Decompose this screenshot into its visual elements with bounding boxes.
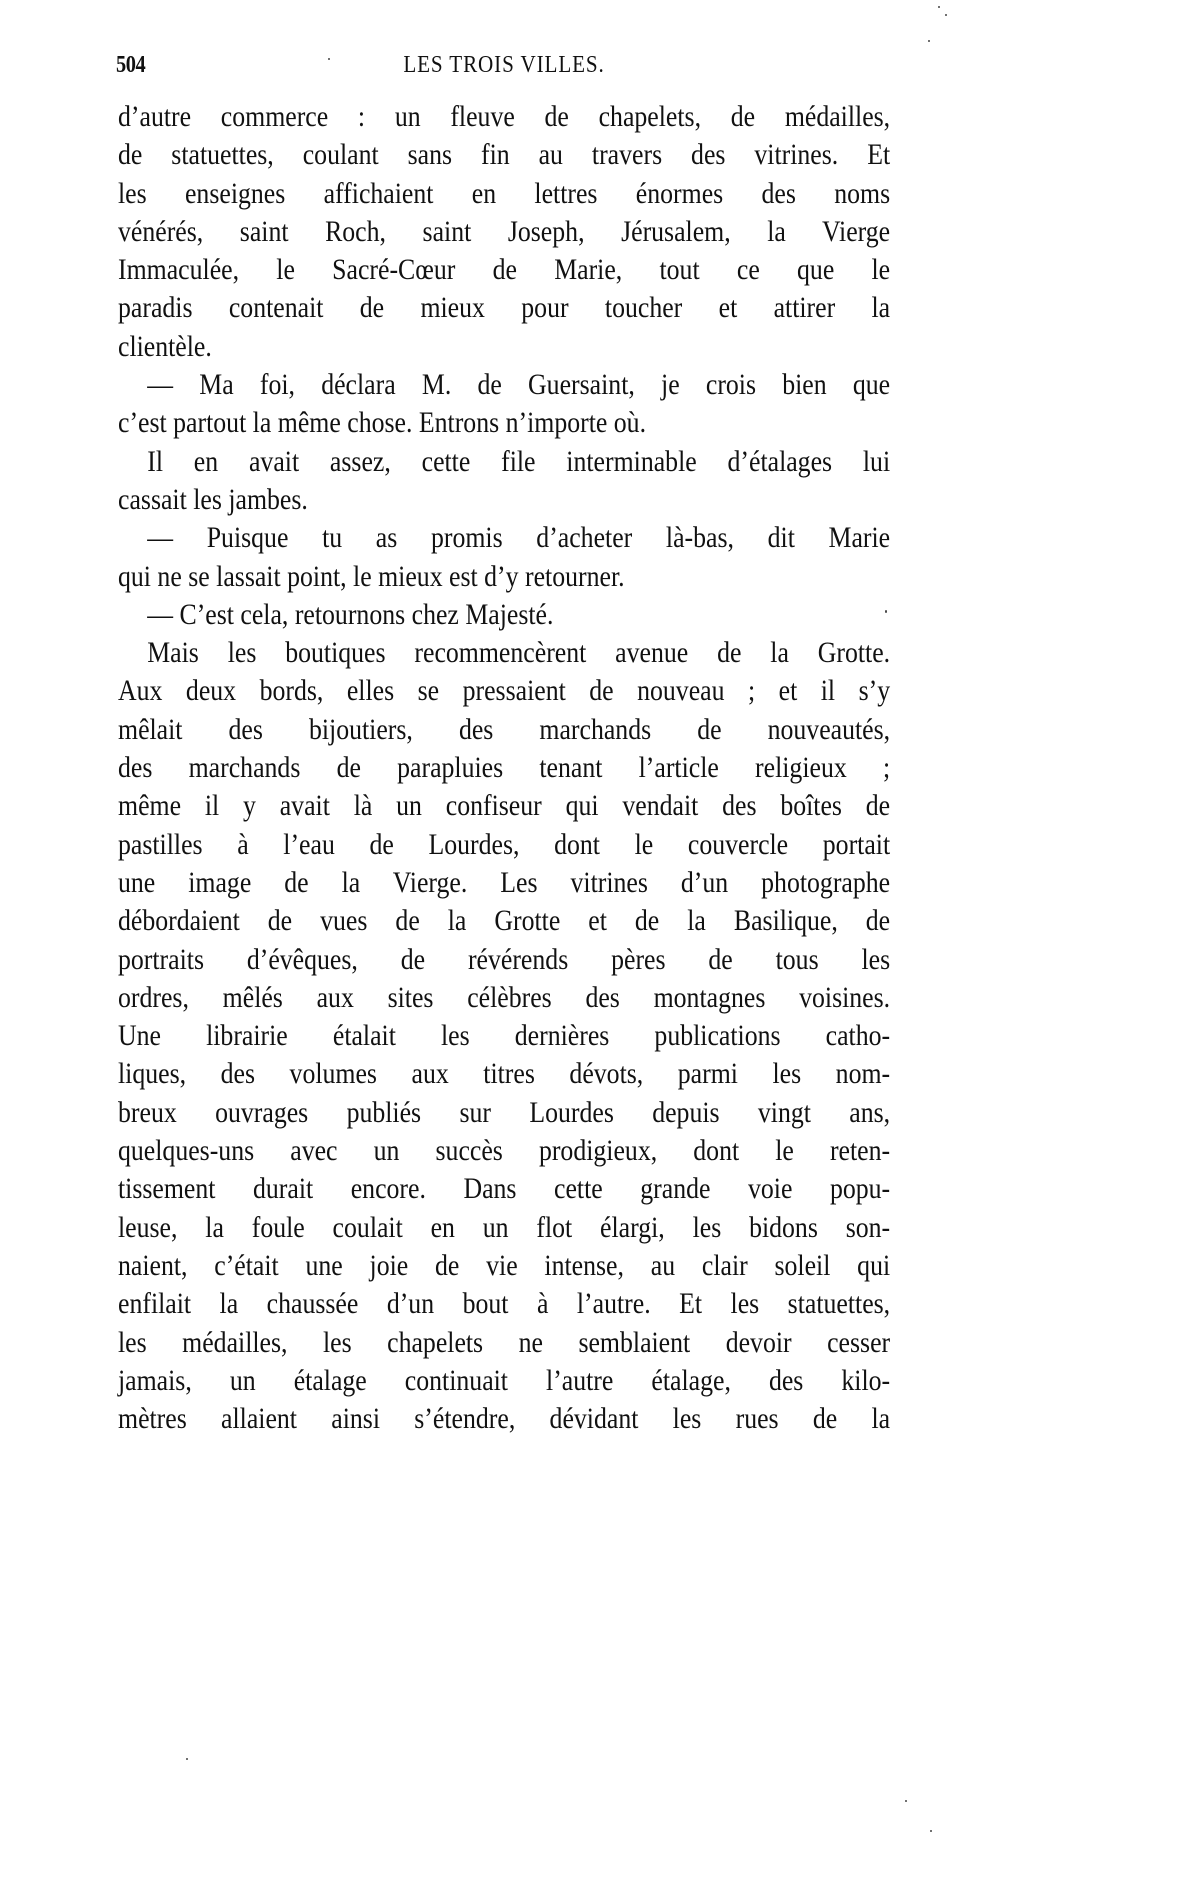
text-line: les enseignes affichaient en lettres énormes des noms [118, 176, 891, 210]
text-line: naient, c’était une joie de vie intense, au clair soleil qui [118, 1248, 891, 1282]
text-line: les médailles, les chapelets ne semblaient devoir cesser [118, 1325, 891, 1359]
text-line: portraits d’évêques, de révérends pères de tous les [118, 942, 891, 976]
page-number: 504 [116, 52, 146, 78]
text-line: qui ne se lassait point, le mieux est d’y retourner. [118, 559, 625, 593]
text-line: Une librairie étalait les dernières publications catho- [118, 1019, 891, 1053]
text-line: c’est partout la même chose. Entrons n’importe où. [118, 406, 647, 440]
scan-speck [328, 58, 330, 60]
text-line: des marchands de parapluies tenant l’article religieux ; [118, 751, 891, 785]
text-line: vénérés, saint Roch, saint Joseph, Jérusalem, la Vierge [118, 214, 891, 248]
text-line: Aux deux bords, elles se pressaient de nouveau ; et il s’y [118, 674, 891, 708]
body-text [118, 98, 890, 1438]
text-line: Il en avait assez, cette file interminable d’étalages lui [147, 444, 891, 478]
running-head [116, 52, 892, 88]
text-line: quelques-uns avec un succès prodigieux, dont le reten- [118, 1134, 891, 1168]
scan-speck [928, 40, 930, 42]
text-line: — C’est cela, retournons chez Majesté. [147, 597, 554, 631]
scan-speck [885, 610, 887, 613]
text-line: breux ouvrages publiés sur Lourdes depuis vingt ans, [118, 1095, 891, 1129]
text-line: Mais les boutiques recommencèrent avenue de la Grotte. [147, 636, 891, 670]
scan-speck [930, 1830, 932, 1832]
text-line: jamais, un étalage continuait l’autre étalage, des kilo- [118, 1363, 891, 1397]
text-line: clientèle. [118, 329, 212, 363]
text-line: enfilait la chaussée d’un bout à l’autre. Et les statuettes, [118, 1287, 891, 1321]
scan-speck [945, 14, 947, 16]
text-line: leuse, la foule coulait en un flot élargi, les bidons son- [118, 1210, 891, 1244]
text-line: tissement durait encore. Dans cette grande voie popu- [118, 1172, 891, 1206]
scan-speck [938, 6, 940, 8]
text-line: une image de la Vierge. Les vitrines d’un photographe [118, 865, 891, 899]
text-line: — Ma foi, déclara M. de Guersaint, je crois bien que [147, 368, 891, 402]
text-line: débordaient de vues de la Grotte et de la Basilique, de [118, 904, 891, 938]
text-line: ordres, mêlés aux sites célèbres des montagnes voisines. [118, 980, 891, 1014]
text-line: cassait les jambes. [118, 482, 308, 516]
text-line: liques, des volumes aux titres dévots, parmi les nom- [118, 1057, 891, 1091]
scan-speck [186, 1758, 188, 1760]
text-line: — Puisque tu as promis d’acheter là-bas, dit Marie [147, 521, 891, 555]
text-line: mêlait des bijoutiers, des marchands de nouveautés, [118, 712, 891, 746]
running-title: LES TROIS VILLES. [403, 52, 605, 78]
text-line: de statuettes, coulant sans fin au travers des vitrines. Et [118, 138, 891, 172]
text-line: paradis contenait de mieux pour toucher et attirer la [118, 291, 891, 325]
scan-speck [905, 1800, 907, 1802]
text-line: même il y avait là un confiseur qui vendait des boîtes de [118, 789, 891, 823]
text-line: mètres allaient ainsi s’étendre, dévidant les rues de la [118, 1402, 891, 1436]
text-line: d’autre commerce : un fleuve de chapelets, de médailles, [118, 100, 891, 133]
text-line: Immaculée, le Sacré-Cœur de Marie, tout ce que le [118, 253, 891, 287]
text-line: pastilles à l’eau de Lourdes, dont le couvercle portait [118, 827, 891, 861]
